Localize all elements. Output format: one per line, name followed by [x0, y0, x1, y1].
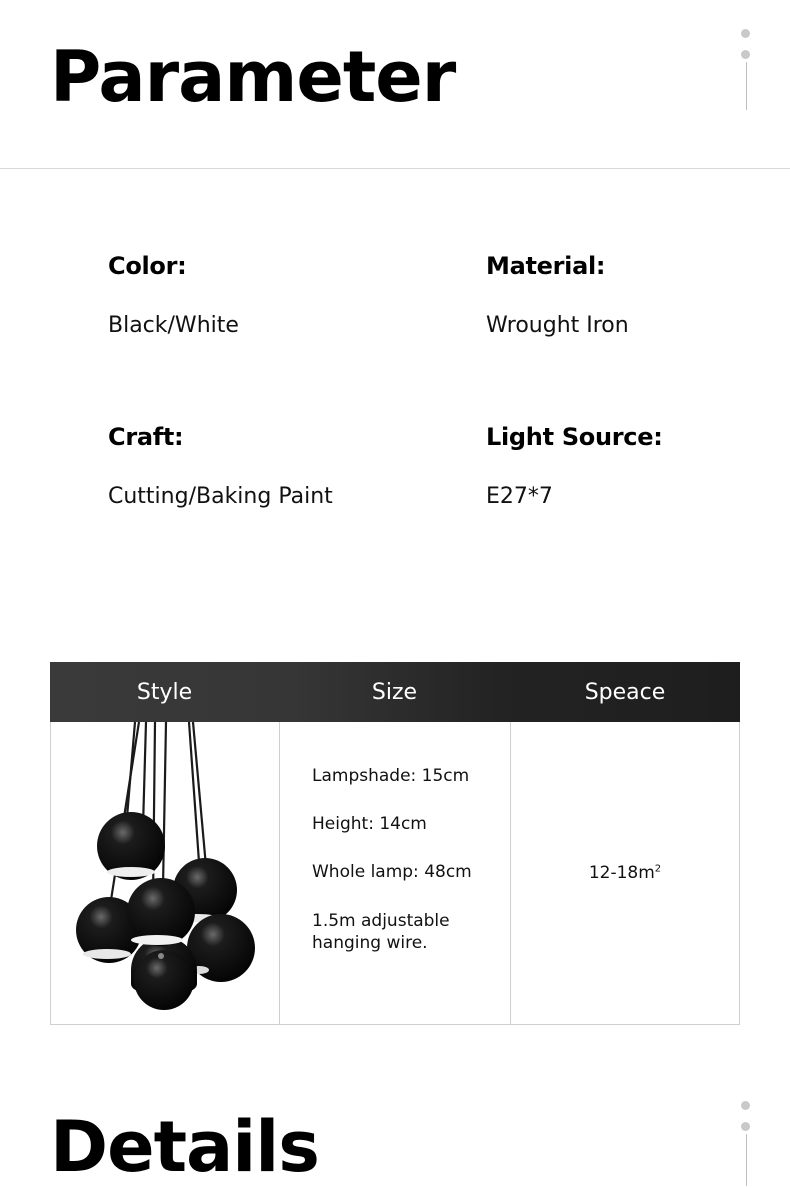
size-hanging-wire: 1.5m adjustable hanging wire. — [312, 911, 450, 953]
space-value — [589, 863, 661, 883]
header-style: Style — [136, 679, 193, 705]
scroll-indicator-bottom — [741, 1101, 751, 1186]
lamp-shade — [187, 914, 255, 982]
size-whole-lamp: Whole lamp: 48cm — [312, 862, 472, 882]
header-size: Size — [371, 679, 418, 705]
size-cell — [280, 722, 511, 1024]
lamp-shade — [127, 878, 195, 946]
table-header — [50, 662, 740, 722]
spec-material — [486, 252, 629, 338]
parameter-title: Parameter — [50, 36, 456, 118]
spec-color — [108, 252, 239, 338]
spec-color-label: Color: — [108, 252, 187, 280]
lamp-shade — [131, 937, 197, 1010]
spec-craft-label: Craft: — [108, 423, 184, 451]
size-height: Height: 14cm — [312, 814, 427, 834]
pendant-lamp-image — [51, 722, 280, 1024]
header-space: Speace — [584, 679, 666, 705]
style-cell — [51, 722, 280, 1024]
spec-craft — [108, 423, 333, 509]
size-lampshade: Lampshade: 15cm — [312, 766, 470, 786]
spec-material-value: Wrought Iron — [486, 313, 629, 338]
indicator-line — [746, 62, 747, 110]
lamp-shade — [97, 812, 165, 880]
space-unit-superscript: 2 — [654, 863, 662, 875]
details-title: Details — [50, 1106, 319, 1188]
spec-craft-value: Cutting/Baking Paint — [108, 484, 333, 509]
indicator-line — [746, 1134, 747, 1186]
table-row — [50, 722, 740, 1025]
space-cell — [511, 722, 739, 1024]
spec-light-source-value: E27*7 — [486, 484, 553, 509]
spec-color-value: Black/White — [108, 313, 239, 338]
spec-light-source-label: Light Source: — [486, 423, 663, 451]
size-list — [312, 766, 472, 958]
indicator-dot — [741, 50, 750, 59]
spec-light-source — [486, 423, 663, 509]
spec-material-label: Material: — [486, 252, 606, 280]
section-divider — [0, 168, 790, 169]
space-value-text: 12-18m — [588, 863, 655, 883]
product-table — [50, 662, 740, 1025]
indicator-dot — [741, 1122, 750, 1131]
indicator-dot — [741, 29, 750, 38]
indicator-dot — [741, 1101, 750, 1110]
scroll-indicator-top — [741, 29, 751, 110]
